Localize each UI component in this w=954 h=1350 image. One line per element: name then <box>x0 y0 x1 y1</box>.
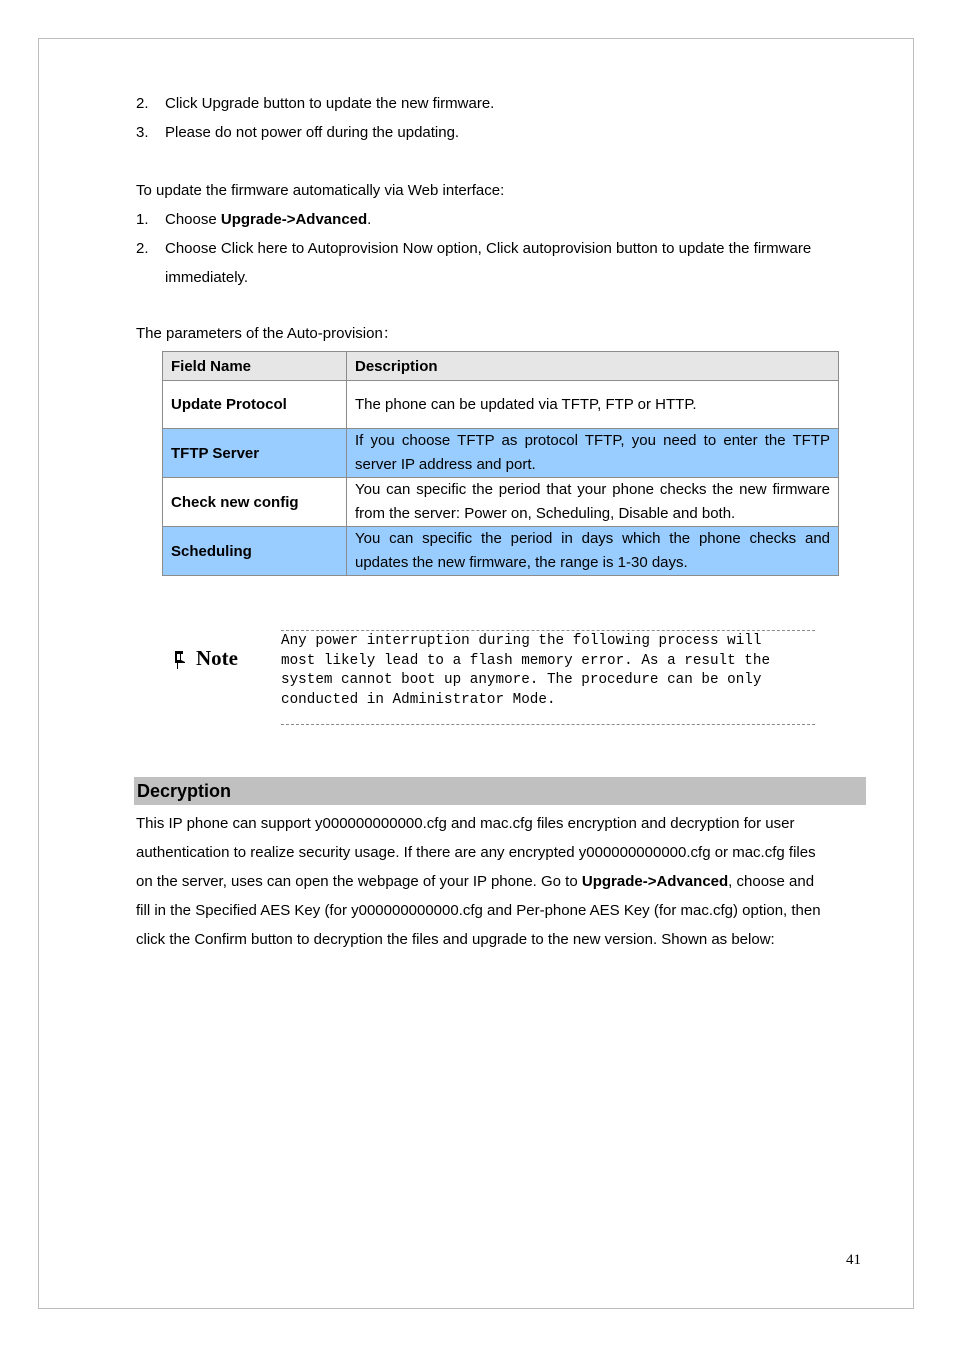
params-intro: The parameters of the Auto-provision： <box>136 325 398 342</box>
step-text-cont: immediately. <box>165 269 249 286</box>
table-row <box>163 527 839 576</box>
step-text: Choose Click here to Autoprovision Now option, Click autoprovision button to update the firmware <box>165 240 812 257</box>
auto-provision-table <box>162 351 839 576</box>
table-row <box>163 381 839 429</box>
web-intro: To update the firmware automatically via Web interface: <box>136 182 505 199</box>
field-name: TFTP Server <box>163 429 347 478</box>
paragraph-line: click the Confirm button to decryption the files and upgrade to the new version. Shown as below: <box>136 931 775 948</box>
field-description: You can specific the period that your phone checks the new firmware from the server: Power on, Scheduling, Disable and both. <box>347 478 839 527</box>
field-description: If you choose TFTP as protocol TFTP, you need to enter the TFTP server IP address and port. <box>347 429 839 478</box>
section-heading-bar <box>134 777 866 805</box>
column-header: Description <box>347 352 839 381</box>
table-row <box>163 478 839 527</box>
step-number: 1. <box>136 211 149 228</box>
pushpin-icon <box>172 648 190 670</box>
paragraph-line: fill in the Specified AES Key (for y000000000000.cfg and Per-phone AES Key (for mac.cfg) option, then <box>136 902 821 919</box>
note-top-rule <box>281 630 815 631</box>
step-number: 3. <box>136 124 149 141</box>
note-bottom-rule <box>281 724 815 725</box>
menu-path: Upgrade->Advanced <box>220 211 368 228</box>
step-text: Click Upgrade button to update the new firmware. <box>165 95 495 112</box>
note-line: system cannot boot up anymore. The procedure can be only <box>281 672 762 688</box>
paragraph-line: on the server, uses can open the webpage of your IP phone. Go to Upgrade->Advanced, choose and <box>136 873 815 890</box>
step-text: Choose Upgrade->Advanced. <box>165 211 372 228</box>
page-number: 41 <box>846 1252 861 1268</box>
section-paragraph <box>136 809 863 954</box>
note-label-text: Note <box>196 646 238 670</box>
step-text: Please do not power off during the updating. <box>165 124 460 141</box>
menu-path: Upgrade->Advanced <box>581 873 729 890</box>
note-label <box>172 646 238 671</box>
section-title: Decryption <box>137 781 232 801</box>
step-number: 2. <box>136 240 149 257</box>
field-description: The phone can be updated via TFTP, FTP or HTTP. <box>347 381 839 429</box>
field-description: You can specific the period in days which the phone checks and updates the new firmware, the range is 1-30 days. <box>347 527 839 576</box>
note-line: conducted in Administrator Mode. <box>281 691 556 708</box>
note-line: Any power interruption during the following process will <box>281 633 762 649</box>
note-body <box>281 632 815 710</box>
field-name: Check new config <box>163 478 347 527</box>
table-header-row <box>163 352 839 381</box>
field-name: Update Protocol <box>163 381 347 429</box>
step-number: 2. <box>136 95 149 112</box>
paragraph-line: authentication to realize security usage. If there are any encrypted y000000000000.cfg or mac.cfg files <box>136 844 816 861</box>
paragraph-line: This IP phone can support y000000000000.cfg and mac.cfg files encryption and decryption for user <box>136 815 795 832</box>
table-row <box>163 429 839 478</box>
note-line: most likely lead to a flash memory error. As a result the <box>281 652 771 669</box>
column-header: Field Name <box>163 352 347 381</box>
field-name: Scheduling <box>163 527 347 576</box>
